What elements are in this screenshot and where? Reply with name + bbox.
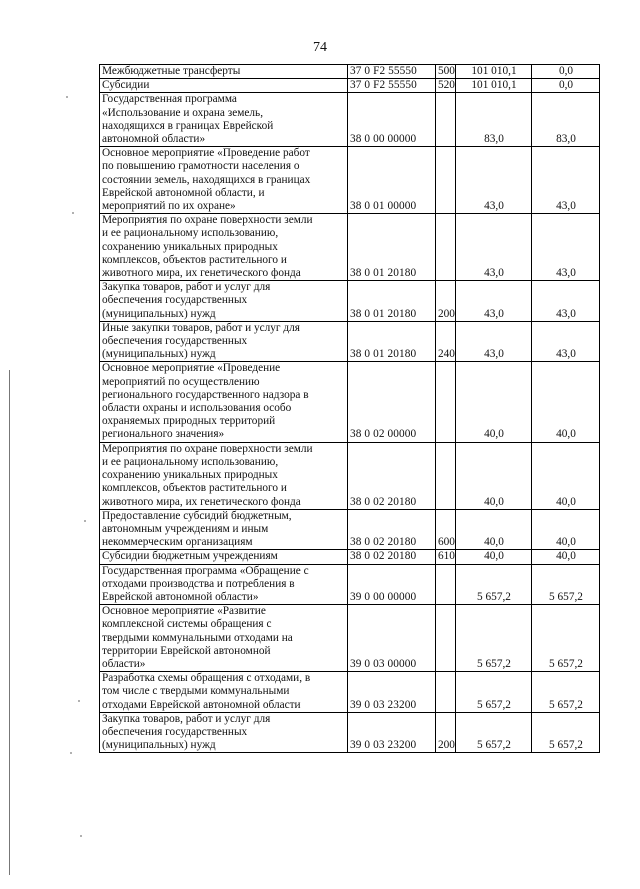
- row-code-cell: 37 0 F2 55550: [348, 65, 436, 79]
- row-expense-type-cell: [436, 442, 456, 509]
- row-sum-1-cell: 43,0: [456, 214, 532, 281]
- table-row: [100, 281, 600, 322]
- row-expense-type-cell: 200: [436, 281, 456, 322]
- row-sum-2-cell: 43,0: [532, 147, 600, 214]
- row-name-cell: Предоставление субсидий бюджетным, автономным учреждениям и иным некоммерческим организациям: [100, 509, 348, 550]
- row-sum-2-cell: 5 657,2: [532, 712, 600, 753]
- row-code-cell: 39 0 03 23200: [348, 712, 436, 753]
- row-sum-1-cell: 40,0: [456, 550, 532, 564]
- row-expense-type-cell: [436, 214, 456, 281]
- table-row: [100, 550, 600, 564]
- row-sum-2-cell: 0,0: [532, 65, 600, 79]
- row-expense-type-cell: 500: [436, 65, 456, 79]
- table-row: [100, 672, 600, 713]
- row-expense-type-cell: 610: [436, 550, 456, 564]
- row-sum-2-cell: 40,0: [532, 509, 600, 550]
- row-expense-type-cell: [436, 362, 456, 442]
- row-sum-2-cell: 43,0: [532, 321, 600, 362]
- row-sum-2-cell: 5 657,2: [532, 605, 600, 672]
- row-sum-2-cell: 83,0: [532, 93, 600, 147]
- row-name-cell: Закупка товаров, работ и услуг для обеспечения государственных (муниципальных) нужд: [100, 712, 348, 753]
- row-sum-2-cell: 40,0: [532, 442, 600, 509]
- row-code-cell: 38 0 02 00000: [348, 362, 436, 442]
- row-sum-1-cell: 43,0: [456, 321, 532, 362]
- row-expense-type-cell: 520: [436, 79, 456, 93]
- row-sum-1-cell: 43,0: [456, 147, 532, 214]
- scan-speck: [84, 520, 86, 522]
- page-number: 74: [313, 40, 327, 55]
- scan-speck: [78, 700, 80, 702]
- scan-speck: [66, 96, 68, 98]
- table-row: [100, 442, 600, 509]
- row-name-cell: Государственная программа «Использование и охрана земель, находящихся в границах Еврейской автономной области»: [100, 93, 348, 147]
- row-sum-1-cell: 101 010,1: [456, 65, 532, 79]
- row-expense-type-cell: [436, 564, 456, 605]
- row-expense-type-cell: 240: [436, 321, 456, 362]
- row-name-cell: Субсидии бюджетным учреждениям: [100, 550, 348, 564]
- row-name-cell: Основное мероприятие «Проведение мероприятий по осуществлению регионального государственного надзора в области охраны и использования особо охраняемых природных территорий регионального значения»: [100, 362, 348, 442]
- row-code-cell: 37 0 F2 55550: [348, 79, 436, 93]
- row-code-cell: 38 0 02 20180: [348, 442, 436, 509]
- table-row: [100, 65, 600, 79]
- row-code-cell: 38 0 01 20180: [348, 321, 436, 362]
- row-sum-1-cell: 40,0: [456, 509, 532, 550]
- row-sum-1-cell: 5 657,2: [456, 672, 532, 713]
- row-expense-type-cell: [436, 672, 456, 713]
- row-name-cell: Разработка схемы обращения с отходами, в том числе с твердыми коммунальными отходами Еврейской автономной области: [100, 672, 348, 713]
- row-sum-2-cell: 0,0: [532, 79, 600, 93]
- row-expense-type-cell: 200: [436, 712, 456, 753]
- scan-speck: [80, 835, 82, 837]
- row-sum-2-cell: 5 657,2: [532, 672, 600, 713]
- row-sum-1-cell: 40,0: [456, 442, 532, 509]
- row-name-cell: Субсидии: [100, 79, 348, 93]
- row-sum-2-cell: 40,0: [532, 550, 600, 564]
- row-name-cell: Иные закупки товаров, работ и услуг для обеспечения государственных (муниципальных) нужд: [100, 321, 348, 362]
- row-name-cell: Мероприятия по охране поверхности земли и ее рациональному использованию, сохранению уникальных природных комплексов, объектов растительного и животного мира, их генетического фонда: [100, 214, 348, 281]
- row-sum-1-cell: 5 657,2: [456, 564, 532, 605]
- row-code-cell: 38 0 02 20180: [348, 509, 436, 550]
- row-expense-type-cell: 600: [436, 509, 456, 550]
- table-row: [100, 93, 600, 147]
- table-row: [100, 321, 600, 362]
- row-expense-type-cell: [436, 147, 456, 214]
- row-code-cell: 39 0 00 00000: [348, 564, 436, 605]
- row-name-cell: Государственная программа «Обращение с отходами производства и потребления в Еврейской автономной области»: [100, 564, 348, 605]
- row-code-cell: 38 0 00 00000: [348, 93, 436, 147]
- row-code-cell: 38 0 01 00000: [348, 147, 436, 214]
- row-sum-2-cell: 5 657,2: [532, 564, 600, 605]
- table-row: [100, 605, 600, 672]
- row-name-cell: Мероприятия по охране поверхности земли и ее рациональному использованию, сохранению уникальных природных комплексов, объектов растительного и животного мира, их генетического фонда: [100, 442, 348, 509]
- table-row: [100, 564, 600, 605]
- row-code-cell: 39 0 03 23200: [348, 672, 436, 713]
- row-sum-1-cell: 101 010,1: [456, 79, 532, 93]
- row-sum-1-cell: 40,0: [456, 362, 532, 442]
- row-expense-type-cell: [436, 93, 456, 147]
- row-expense-type-cell: [436, 605, 456, 672]
- table-row: [100, 214, 600, 281]
- budget-table: [99, 64, 600, 753]
- row-code-cell: 38 0 01 20180: [348, 281, 436, 322]
- row-name-cell: Закупка товаров, работ и услуг для обеспечения государственных (муниципальных) нужд: [100, 281, 348, 322]
- row-sum-2-cell: 40,0: [532, 362, 600, 442]
- table-row: [100, 362, 600, 442]
- row-sum-1-cell: 5 657,2: [456, 605, 532, 672]
- row-code-cell: 38 0 01 20180: [348, 214, 436, 281]
- table-row: [100, 147, 600, 214]
- row-name-cell: Межбюджетные трансферты: [100, 65, 348, 79]
- table-row: [100, 712, 600, 753]
- row-sum-2-cell: 43,0: [532, 281, 600, 322]
- row-name-cell: Основное мероприятие «Проведение работ по повышению грамотности населения о состоянии земель, находящихся в границах Еврейской автономной области, и мероприятий по их охране»: [100, 147, 348, 214]
- scan-speck: [70, 752, 72, 754]
- row-sum-1-cell: 83,0: [456, 93, 532, 147]
- row-name-cell: Основное мероприятие «Развитие комплексной системы обращения с твердыми коммунальными отходами на территории Еврейской автономной области»: [100, 605, 348, 672]
- row-sum-1-cell: 5 657,2: [456, 712, 532, 753]
- row-code-cell: 39 0 03 00000: [348, 605, 436, 672]
- row-sum-2-cell: 43,0: [532, 214, 600, 281]
- binding-margin-line: [9, 370, 10, 875]
- row-code-cell: 38 0 02 20180: [348, 550, 436, 564]
- scan-speck: [72, 212, 74, 214]
- table-row: [100, 509, 600, 550]
- row-sum-1-cell: 43,0: [456, 281, 532, 322]
- table-row: [100, 79, 600, 93]
